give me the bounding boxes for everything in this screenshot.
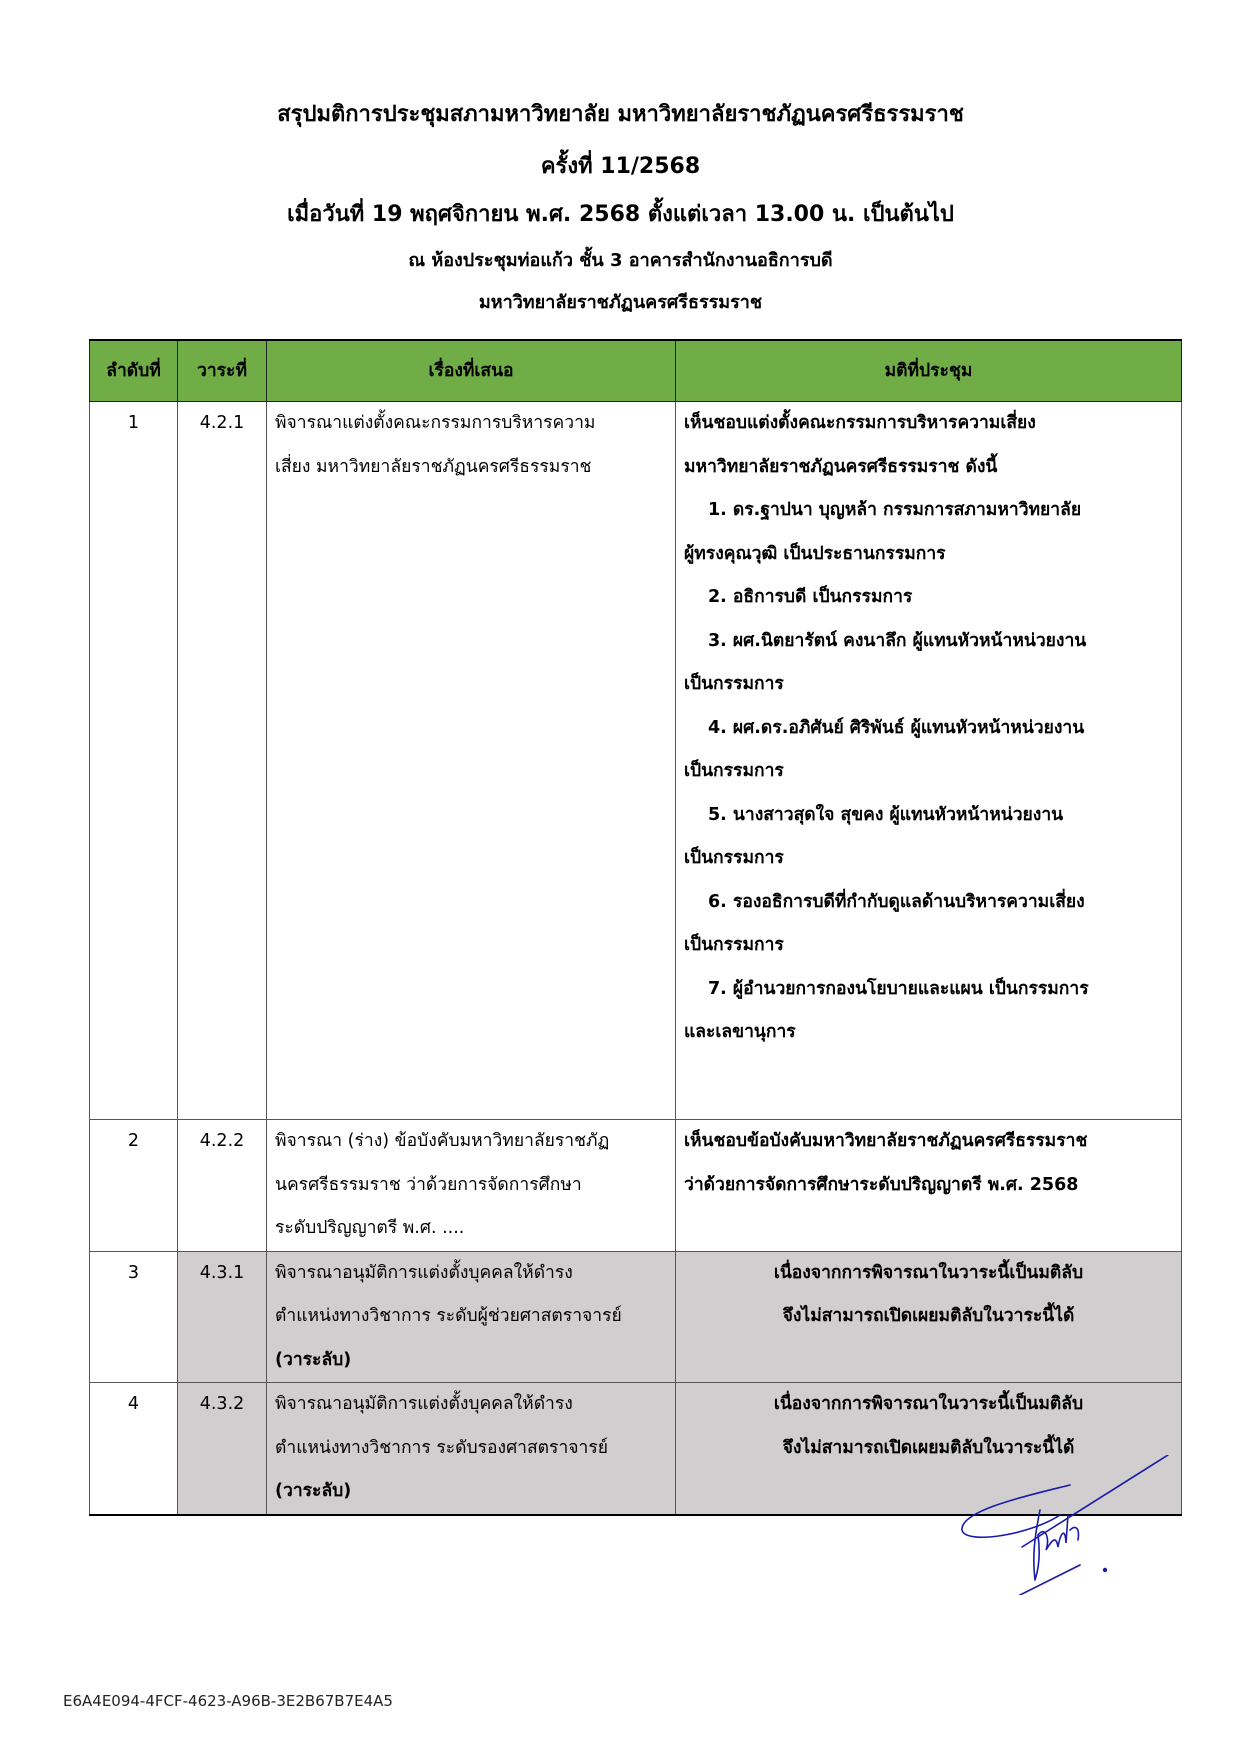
resolution-line: จึงไม่สามารถเปิดเผยมติลับในวาระนี้ได้	[782, 1306, 1075, 1326]
document-title: สรุปมติการประชุมสภามหาวิทยาลัย มหาวิทยาลัยราชภัฏนครศรีธรรมราช	[277, 102, 964, 127]
subject-cell	[267, 402, 676, 1120]
resolution-line: เป็นกรรมการ	[684, 674, 784, 694]
column-header-agenda: วาระที่	[178, 340, 267, 402]
committee-member-3: 3. ผศ.นิตยารัตน์ คงนาลึก ผู้แทนหัวหน้าหน่วยงาน	[708, 630, 1087, 651]
subject-line: เสี่ยง มหาวิทยาลัยราชภัฏนครศรีธรรมราช	[275, 456, 592, 477]
confidential-tag: (วาระลับ)	[275, 1481, 352, 1501]
committee-member-2: 2. อธิการบดี เป็นกรรมการ	[708, 587, 913, 607]
column-header-subject: เรื่องที่เสนอ	[267, 340, 676, 402]
table-header-row	[90, 340, 1182, 402]
row-number: 3	[90, 1251, 178, 1383]
row-number: 2	[90, 1120, 178, 1252]
subject-line: พิจารณาแต่งตั้งคณะกรรมการบริหารความ	[275, 413, 596, 433]
agenda-number: 4.2.2	[178, 1120, 267, 1252]
resolution-cell	[676, 1120, 1182, 1252]
resolution-line: เห็นชอบแต่งตั้งคณะกรรมการบริหารความเสี่ยง	[684, 413, 1036, 433]
subject-line: ระดับปริญญาตรี พ.ศ. ....	[275, 1218, 465, 1238]
confidential-tag: (วาระลับ)	[275, 1349, 352, 1370]
agenda-number: 4.3.1	[178, 1251, 267, 1383]
row-number: 4	[90, 1383, 178, 1515]
resolution-line: เนื่องจากการพิจารณาในวาระนี้เป็นมติลับ	[773, 1262, 1084, 1283]
resolution-line: เป็นกรรมการ	[684, 848, 784, 868]
resolution-line: ว่าด้วยการจัดการศึกษาระดับปริญญาตรี พ.ศ. 2568	[684, 1174, 1079, 1195]
subject-line: นครศรีธรรมราช ว่าด้วยการจัดการศึกษา	[275, 1174, 582, 1195]
resolution-line: เป็นกรรมการ	[684, 935, 784, 955]
document-id: E6A4E094-4FCF-4623-A96B-3E2B67B7E4A5	[63, 1692, 393, 1710]
row-number: 1	[90, 402, 178, 1120]
meeting-venue: ณ ห้องประชุมท่อแก้ว ชั้น 3 อาคารสำนักงานอธิการบดี	[408, 250, 833, 271]
subject-cell	[267, 1251, 676, 1383]
table-row	[90, 402, 1182, 1120]
resolution-cell	[676, 1251, 1182, 1383]
resolution-cell	[676, 402, 1182, 1120]
subject-line: พิจารณาอนุมัติการแต่งตั้งบุคคลให้ดำรง	[275, 1262, 573, 1283]
subject-cell	[267, 1383, 676, 1515]
subject-line: ตำแหน่งทางวิชาการ ระดับผู้ช่วยศาสตราจารย์	[275, 1306, 622, 1326]
column-header-no: ลำดับที่	[90, 340, 178, 402]
subject-cell	[267, 1120, 676, 1252]
resolution-line: และเลขานุการ	[684, 1022, 796, 1042]
agenda-number: 4.2.1	[178, 402, 267, 1120]
university-name: มหาวิทยาลัยราชภัฏนครศรีธรรมราช	[478, 292, 763, 313]
resolution-line: เป็นกรรมการ	[684, 761, 784, 781]
resolutions-table	[89, 339, 1182, 1516]
meeting-date-time: เมื่อวันที่ 19 พฤศจิกายน พ.ศ. 2568 ตั้งแต่เวลา 13.00 น. เป็นต้นไป	[287, 202, 954, 227]
agenda-number: 4.3.2	[178, 1383, 267, 1515]
handwritten-signature	[940, 1455, 1170, 1595]
committee-member-7: 7. ผู้อำนวยการกองนโยบายและแผน เป็นกรรมการ	[708, 978, 1089, 999]
committee-member-1: 1. ดร.ฐาปนา บุญหล้า กรรมการสภามหาวิทยาลัย	[708, 500, 1082, 520]
subject-line: ตำแหน่งทางวิชาการ ระดับรองศาสตราจารย์	[275, 1437, 609, 1458]
session-number: ครั้งที่ 11/2568	[540, 154, 701, 179]
committee-member-5: 5. นางสาวสุดใจ สุขคง ผู้แทนหัวหน้าหน่วยงาน	[708, 804, 1064, 825]
resolution-line: จึงไม่สามารถเปิดเผยมติลับในวาระนี้ได้	[782, 1437, 1075, 1458]
subject-line: พิจารณาอนุมัติการแต่งตั้งบุคคลให้ดำรง	[275, 1394, 573, 1414]
column-header-resolution: มติที่ประชุม	[676, 340, 1182, 402]
committee-member-4: 4. ผศ.ดร.อภิศันย์ ศิริพันธ์ ผู้แทนหัวหน้าหน่วยงาน	[708, 717, 1085, 738]
committee-member-6: 6. รองอธิการบดีที่กำกับดูแลด้านบริหารความเสี่ยง	[708, 891, 1085, 912]
subject-line: พิจารณา (ร่าง) ข้อบังคับมหาวิทยาลัยราชภัฏ	[275, 1131, 610, 1151]
table-row-confidential	[90, 1251, 1182, 1383]
table-row	[90, 1120, 1182, 1252]
resolution-line: เนื่องจากการพิจารณาในวาระนี้เป็นมติลับ	[773, 1394, 1084, 1414]
resolution-line: มหาวิทยาลัยราชภัฏนครศรีธรรมราช ดังนี้	[684, 456, 998, 477]
resolution-line: ผู้ทรงคุณวุฒิ เป็นประธานกรรมการ	[684, 543, 946, 564]
resolution-line: เห็นชอบข้อบังคับมหาวิทยาลัยราชภัฏนครศรีธรรมราช	[684, 1131, 1088, 1151]
